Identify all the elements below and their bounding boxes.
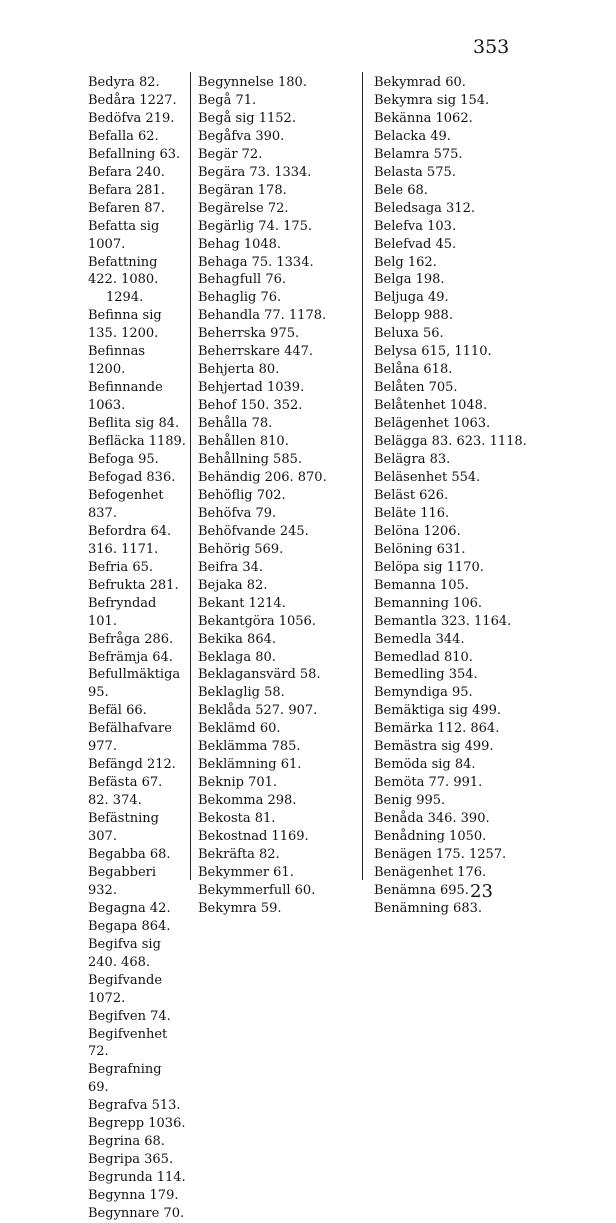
index-entry: Behjertad 1039. bbox=[198, 380, 305, 396]
index-entry: Bekomma 298. bbox=[198, 793, 297, 809]
index-entry: Belägga 83. 623. 1118. bbox=[374, 434, 527, 450]
index-entry: Beläst 626. bbox=[374, 487, 449, 503]
index-entry: Behöflig 702. bbox=[198, 487, 286, 503]
index-entry: Belåtenhet 1048. bbox=[374, 398, 488, 414]
index-entry: Befalla 62. bbox=[88, 128, 159, 144]
index-entry: Belacka 49. bbox=[374, 128, 451, 144]
page-number: 353 bbox=[473, 36, 510, 58]
index-entry: Begifvande 1072. bbox=[88, 972, 163, 1006]
index-entry: Begärlig 74. 175. bbox=[198, 218, 313, 234]
index-entry: Benämning 683. bbox=[374, 900, 482, 916]
index-entry: Begynna 179. bbox=[88, 1188, 179, 1204]
index-entry: Bekräfta 82. bbox=[198, 846, 280, 862]
index-entry: Begär 72. bbox=[198, 146, 263, 162]
index-entry: 1294. bbox=[106, 290, 144, 306]
index-entry: Befästa 67. 82. 374. bbox=[88, 775, 163, 809]
index-entry: Begå sig 1152. bbox=[198, 110, 296, 126]
index-entry: Befullmäktiga 95. bbox=[88, 667, 181, 701]
index-entry: Begrepp 1036. bbox=[88, 1116, 186, 1132]
index-entry: Befordra 64. 316. 1171. bbox=[88, 523, 172, 557]
index-entry: Begynnelse 180. bbox=[198, 75, 307, 90]
index-entry: Befrämja 64. bbox=[88, 649, 173, 665]
index-entry: Belopp 988. bbox=[374, 308, 453, 324]
index-entry: Belysa 615, 1110. bbox=[374, 344, 492, 360]
signature-mark: 23 bbox=[470, 881, 493, 902]
index-entry: Beljuga 49. bbox=[374, 290, 449, 306]
index-entry: Befara 240. bbox=[88, 164, 165, 180]
index-entry: Begäran 178. bbox=[198, 182, 287, 198]
index-entry: Befinnande 1063. bbox=[88, 380, 163, 414]
column-1 bbox=[88, 74, 186, 1223]
index-entry: Bemöta 77. 991. bbox=[374, 775, 483, 791]
index-entry: Begapa 864. bbox=[88, 918, 171, 934]
index-entry: Begifvenhet 72. bbox=[88, 1026, 168, 1060]
index-entry: Behjerta 80. bbox=[198, 362, 280, 378]
index-entry: Behaga 75. 1334. bbox=[198, 254, 314, 270]
index-entry: Belöpa sig 1170. bbox=[374, 559, 484, 575]
index-entry: Behållen 810. bbox=[198, 434, 289, 450]
index-entry: Bekymmerfull 60. bbox=[198, 882, 316, 898]
index-entry: Befäl 66. bbox=[88, 703, 147, 719]
index-entry: Begagna 42. bbox=[88, 900, 171, 916]
index-entry: Begå 71. bbox=[198, 92, 257, 108]
index-entry: Behof 150. 352. bbox=[198, 398, 303, 414]
index-entry: Begabba 68. bbox=[88, 846, 171, 862]
index-entry: Begrina 68. bbox=[88, 1134, 165, 1150]
index-entry: Bemyndiga 95. bbox=[374, 685, 473, 701]
index-entry: Belåna 618. bbox=[374, 362, 453, 378]
index-entry: Beluxa 56. bbox=[374, 326, 444, 342]
index-entry: Bemanning 106. bbox=[374, 595, 482, 611]
index-entry: Bedåra 1227. bbox=[88, 92, 177, 108]
index-entry: Behörig 569. bbox=[198, 541, 284, 557]
index-entry: Begära 73. 1334. bbox=[198, 164, 312, 180]
index-entry: Befogenhet 837. bbox=[88, 487, 164, 521]
index-entry: Befinnas 1200. bbox=[88, 344, 146, 378]
index-entry: Behag 1048. bbox=[198, 236, 282, 252]
index-entry: Belägra 83. bbox=[374, 452, 451, 468]
index-entry: Begabberi 932. bbox=[88, 864, 157, 898]
index-entry: Begynnare 70. bbox=[88, 1206, 185, 1222]
index-entry: Begripa 365. bbox=[88, 1152, 174, 1168]
index-entry: Belägenhet 1063. bbox=[374, 416, 491, 432]
index-entry: Beflita sig 84. bbox=[88, 416, 180, 432]
index-entry: Befattning 422. 1080. bbox=[88, 254, 159, 288]
index-entry: Bemantla 323. 1164. bbox=[374, 613, 512, 629]
index-entry: Benåda 346. 390. bbox=[374, 811, 490, 827]
index-entry: Befryndad 101. bbox=[88, 595, 157, 629]
index-entry: Belefvad 45. bbox=[374, 236, 457, 252]
index-entry: Befinna sig 135. 1200. bbox=[88, 308, 162, 342]
index-entry: Beläte 116. bbox=[374, 505, 450, 521]
index-entry: Bekika 864. bbox=[198, 631, 276, 647]
index-entry: Beklämning 61. bbox=[198, 757, 302, 773]
index-entry: Begärelse 72. bbox=[198, 200, 289, 216]
index-entry: Beklagansvärd 58. bbox=[198, 667, 321, 683]
index-entry: Benig 995. bbox=[374, 793, 446, 809]
index-entry: Beklaglig 58. bbox=[198, 685, 285, 701]
index-entry: Bemästra sig 499. bbox=[374, 739, 494, 755]
index-entry: Beklämd 60. bbox=[198, 721, 281, 737]
index-entry: Behöfvande 245. bbox=[198, 523, 309, 539]
index-entry: Belöning 631. bbox=[374, 541, 466, 557]
index-entry: Begrunda 114. bbox=[88, 1170, 186, 1186]
index-entry: Belåten 705. bbox=[374, 380, 458, 396]
index-entry: Bemanna 105. bbox=[374, 577, 469, 593]
index-entry: Befästning 307. bbox=[88, 811, 159, 845]
index-entry: Behöfva 79. bbox=[198, 505, 277, 521]
index-entry: Beherrskare 447. bbox=[198, 344, 314, 360]
column-2 bbox=[198, 74, 355, 918]
index-entry: Befälhafvare 977. bbox=[88, 721, 172, 755]
index-entry: Bemedlad 810. bbox=[374, 649, 473, 665]
index-entry: Bedyra 82. bbox=[88, 75, 160, 90]
index-entry: Bekymmer 61. bbox=[198, 864, 294, 880]
index-entry: Behagfull 76. bbox=[198, 272, 286, 288]
index-entry: Behållning 585. bbox=[198, 452, 302, 468]
index-entry: Belg 162. bbox=[374, 254, 437, 270]
index-entry: Bekantgöra 1056. bbox=[198, 613, 316, 629]
index-entry: Beklåda 527. 907. bbox=[198, 703, 318, 719]
index-entry: Belamra 575. bbox=[374, 146, 463, 162]
index-entry: Bekymra 59. bbox=[198, 900, 282, 916]
index-entry: Bekant 1214. bbox=[198, 595, 286, 611]
index-entry: Bejaka 82. bbox=[198, 577, 268, 593]
index-entry: Begåfva 390. bbox=[198, 128, 285, 144]
index-entry: Benådning 1050. bbox=[374, 829, 487, 845]
index-entry: Bedöfva 219. bbox=[88, 110, 175, 126]
index-entry: Bekymra sig 154. bbox=[374, 92, 490, 108]
index-entry: Benägenhet 176. bbox=[374, 864, 487, 880]
index-entry: Befara 281. bbox=[88, 182, 165, 198]
index-entry: Behandla 77. 1178. bbox=[198, 308, 327, 324]
index-entry: Befrukta 281. bbox=[88, 577, 179, 593]
index-entry: Belasta 575. bbox=[374, 164, 456, 180]
index-entry: Befogad 836. bbox=[88, 469, 176, 485]
index-entry: Befatta sig 1007. bbox=[88, 218, 160, 252]
column-divider-1 bbox=[190, 72, 191, 880]
index-entry: Behändig 206. 870. bbox=[198, 469, 327, 485]
index-entry: Beläsenhet 554. bbox=[374, 469, 481, 485]
index-entry: Bekosta 81. bbox=[198, 811, 276, 827]
index-entry: Beklaga 80. bbox=[198, 649, 276, 665]
index-entry: Bekostnad 1169. bbox=[198, 829, 309, 845]
index-entry: Begifva sig 240. 468. bbox=[88, 936, 161, 970]
index-entry: Begifven 74. bbox=[88, 1008, 171, 1024]
index-entry: Beklämma 785. bbox=[198, 739, 301, 755]
index-entry: Befria 65. bbox=[88, 559, 153, 575]
index-entry: Begrafva 513. bbox=[88, 1098, 181, 1114]
index-entry: Befläcka 1189. bbox=[88, 434, 186, 450]
index-entry: Bemedling 354. bbox=[374, 667, 478, 683]
index-entry: Begrafning 69. bbox=[88, 1062, 162, 1096]
index-entry: Belefva 103. bbox=[374, 218, 457, 234]
index-entry: Befoga 95. bbox=[88, 452, 159, 468]
index-entry: Bemedla 344. bbox=[374, 631, 465, 647]
index-entry: Belga 198. bbox=[374, 272, 445, 288]
index-entry: Beherrska 975. bbox=[198, 326, 300, 342]
index-entry: Behålla 78. bbox=[198, 416, 273, 432]
index-entry: Beledsaga 312. bbox=[374, 200, 475, 216]
index-entry: Belöna 1206. bbox=[374, 523, 461, 539]
index-entry: Bemärka 112. 864. bbox=[374, 721, 500, 737]
column-divider-2 bbox=[362, 72, 363, 880]
index-entry: Befängd 212. bbox=[88, 757, 176, 773]
index-entry: Benägen 175. 1257. bbox=[374, 846, 507, 862]
index-entry: Benämna 695. bbox=[374, 882, 469, 898]
index-entry: Behaglig 76. bbox=[198, 290, 282, 306]
index-entry: Befaren 87. bbox=[88, 200, 165, 216]
index-entry: Bemöda sig 84. bbox=[374, 757, 476, 773]
index-entry: Beknip 701. bbox=[198, 775, 278, 791]
index-entry: Bemäktiga sig 499. bbox=[374, 703, 502, 719]
index-entry: Bekymrad 60. bbox=[374, 75, 466, 90]
index-entry: Beifra 34. bbox=[198, 559, 263, 575]
column-3 bbox=[374, 74, 534, 918]
index-entry: Befråga 286. bbox=[88, 631, 174, 647]
index-entry: Bele 68. bbox=[374, 182, 428, 198]
index-entry: Befallning 63. bbox=[88, 146, 181, 162]
index-entry: Bekänna 1062. bbox=[374, 110, 473, 126]
